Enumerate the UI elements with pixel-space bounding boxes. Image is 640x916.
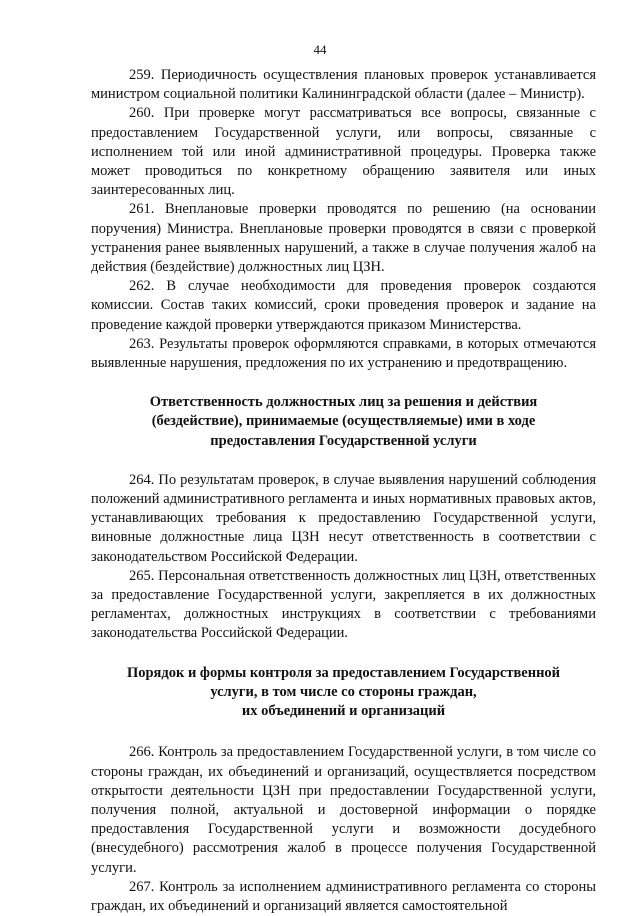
heading-line: услуги, в том числе со стороны граждан, bbox=[210, 683, 477, 700]
heading-line: их объединений и организаций bbox=[241, 703, 446, 720]
paragraph-260: 260. При проверке могут рассматриваться все вопросы, связанные с предоставлением Государственной услуги, или вопросы, связанные с исполнением той или иной административной процедуры. Проверка также может проводиться по конкретному обращению заявителя или иных заинтересованных лиц. bbox=[91, 105, 596, 199]
paragraph-261: 261. Внеплановые проверки проводятся по решению (на основании поручения) Министра. Внеплановые проверки проводятся в связи с проверкой устранения ранее выявленных нарушений, а также в случае получения жалоб на действия (бездействие) должностных лиц ЦЗН. bbox=[91, 201, 596, 276]
paragraph-265: 265. Персональная ответственность должностных лиц ЦЗН, ответственных за предоставление Государственной услуги, закрепляется в их должностных регламентах, должностных инструкциях в соответствии с требованиями законодательства Российской Федерации. bbox=[91, 567, 596, 642]
section-heading-control bbox=[91, 664, 596, 722]
paragraph-267: 267. Контроль за исполнением административного регламента со стороны граждан, их объединений и организаций является самостоятельной bbox=[91, 878, 596, 914]
paragraph-264: 264. По результатам проверок, в случае выявления нарушений соблюдения положений административного регламента и иных нормативных правовых актов, устанавливающих требования к предоставлению Государственной услуги, виновные должностные лица ЦЗН несут ответственность в соответствии с законодательством Российской Федерации. bbox=[91, 471, 596, 565]
document-body bbox=[91, 66, 596, 916]
heading-line: (бездействие), принимаемые (осуществляемые) ими в ходе bbox=[151, 413, 536, 430]
paragraph-263: 263. Результаты проверок оформляются справками, в которых отмечаются выявленные нарушения, предложения по их устранению и предотвращению. bbox=[91, 335, 596, 372]
page-number: 44 bbox=[313, 42, 327, 57]
heading-line: предоставления Государственной услуги bbox=[210, 432, 477, 449]
paragraph-259: 259. Периодичность осуществления плановых проверок устанавливается министром социальной политики Калининградской области (далее – Министр). bbox=[91, 67, 596, 103]
heading-line: Ответственность должностных лиц за решения и действия bbox=[149, 394, 538, 411]
paragraph-266: 266. Контроль за предоставлением Государственной услуги, в том числе со стороны граждан, их объединений и организаций, осуществляется посредством открытости деятельности ЦЗН при предоставлении Государственной услуги, получения полной, актуальной и достоверной информации о порядке предоставления Государственной услуги и возможности досудебного (внесудебного) рассмотрения жалоб в процессе получения Государственной услуги. bbox=[91, 744, 596, 876]
section-heading-responsibility bbox=[91, 393, 596, 451]
heading-line: Порядок и формы контроля за предоставлением Государственной bbox=[126, 664, 561, 681]
paragraph-262: 262. В случае необходимости для проведения проверок создаются комиссии. Состав таких комиссий, сроки проведения проверок и задание на проведение каждой проверки утверждаются приказом Министерства. bbox=[91, 278, 596, 333]
